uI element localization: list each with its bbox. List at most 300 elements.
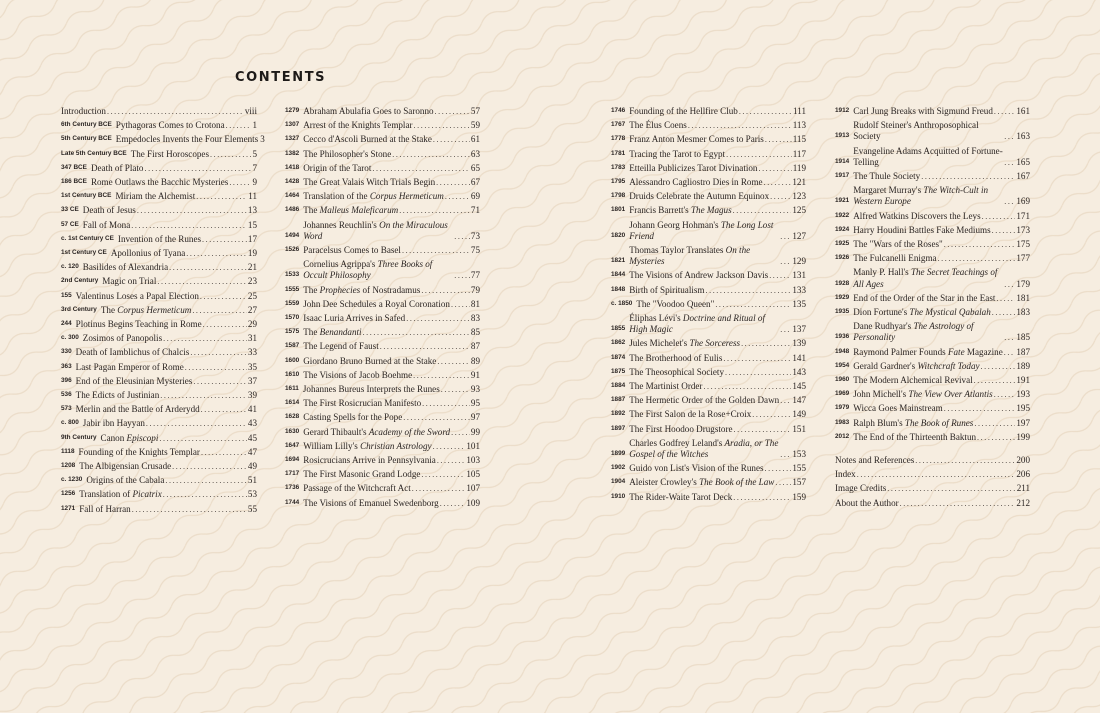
entry-page-number: 153 xyxy=(792,449,806,460)
toc-entry[interactable] xyxy=(285,398,480,409)
entry-title: Miriam the Alchemist xyxy=(115,191,196,202)
toc-entry[interactable] xyxy=(61,362,257,373)
entry-title: The Martinist Order xyxy=(629,381,703,392)
toc-entry[interactable] xyxy=(285,220,480,242)
entry-page-number: 27 xyxy=(247,304,257,315)
entry-date: 1948 xyxy=(835,347,850,355)
toc-entry[interactable] xyxy=(611,191,806,202)
entry-date: 1494 xyxy=(285,231,300,239)
dot-leader xyxy=(203,319,247,330)
entry-title: Origins of the Cabala xyxy=(86,475,165,486)
toc-entry[interactable] xyxy=(835,375,1030,386)
toc-entry[interactable] xyxy=(835,267,1030,289)
toc-entry[interactable] xyxy=(285,469,480,480)
toc-entry[interactable] xyxy=(611,338,806,349)
toc-entry[interactable] xyxy=(285,455,480,466)
toc-entry[interactable] xyxy=(835,361,1030,372)
entry-page-number: 49 xyxy=(247,461,257,472)
entry-page-number: 39 xyxy=(247,390,257,401)
dot-leader xyxy=(780,231,791,242)
dot-leader xyxy=(144,163,251,174)
entry-page-number: 109 xyxy=(466,497,480,508)
toc-entry[interactable] xyxy=(835,347,1030,358)
entry-page-number: 113 xyxy=(792,120,806,131)
toc-entry[interactable] xyxy=(835,211,1030,222)
dot-leader xyxy=(857,469,1016,480)
entry-date: 1960 xyxy=(835,376,850,384)
entry-page-number: 119 xyxy=(792,162,806,173)
dot-leader xyxy=(160,390,247,401)
entry-title: Ralph Blum's The Book of Runes xyxy=(853,417,974,428)
toc-entry[interactable] xyxy=(285,313,480,324)
toc-entry[interactable] xyxy=(285,106,480,117)
toc-entry[interactable] xyxy=(611,285,806,296)
toc-entry[interactable] xyxy=(835,455,1030,466)
toc-entry[interactable] xyxy=(285,285,480,296)
toc-entry[interactable] xyxy=(611,177,806,188)
entry-page-number: 193 xyxy=(1016,389,1030,400)
entry-date: 244 xyxy=(61,320,72,328)
toc-entry[interactable] xyxy=(611,245,806,267)
entry-title: Plotinus Begins Teaching in Rome xyxy=(75,319,202,330)
toc-entry[interactable] xyxy=(285,341,480,352)
toc-entry[interactable] xyxy=(61,106,257,117)
dot-leader xyxy=(994,106,1015,117)
toc-entry[interactable] xyxy=(611,149,806,160)
entry-title: Alessandro Cagliostro Dies in Rome xyxy=(629,177,763,188)
dot-leader xyxy=(765,134,792,145)
entry-page-number: 57 xyxy=(470,106,480,116)
entry-title: John Dee Schedules a Royal Coronation xyxy=(303,298,450,309)
toc-entry[interactable] xyxy=(61,433,257,444)
entry-title: Pythagoras Comes to Crotona xyxy=(115,120,225,131)
toc-entry[interactable] xyxy=(61,276,257,287)
toc-entry[interactable] xyxy=(611,120,806,131)
entry-date: 1875 xyxy=(611,367,626,375)
entry-title: Raymond Palmer Founds Fate Magazine xyxy=(853,346,1003,357)
toc-entry[interactable] xyxy=(61,390,257,401)
entry-title: Apollonius of Tyana xyxy=(110,248,186,259)
entry-date: 1783 xyxy=(611,163,626,171)
toc-entry[interactable] xyxy=(611,492,806,503)
toc-entry[interactable] xyxy=(835,293,1030,304)
toc-entry[interactable] xyxy=(611,424,806,435)
toc-entry[interactable] xyxy=(285,259,480,281)
dot-leader xyxy=(994,389,1016,400)
entry-date: 1717 xyxy=(285,470,300,478)
toc-entry[interactable] xyxy=(611,353,806,364)
dot-leader xyxy=(765,463,792,474)
entry-title: Cecco d'Ascoli Burned at the Stake xyxy=(303,134,432,145)
toc-entry[interactable] xyxy=(611,438,806,460)
entry-page-number: 33 xyxy=(247,347,257,358)
toc-entry[interactable] xyxy=(611,381,806,392)
entry-date: 1630 xyxy=(285,427,300,435)
toc-entry[interactable] xyxy=(61,120,257,131)
entry-title: Founding of the Knights Templar xyxy=(78,446,200,457)
toc-entry[interactable] xyxy=(835,498,1030,509)
entry-title: Magic on Trial xyxy=(102,276,157,287)
toc-entry[interactable] xyxy=(835,225,1030,236)
dot-leader xyxy=(403,412,470,423)
entry-date: 1570 xyxy=(285,314,300,322)
entry-title: The Malleus Maleficarum xyxy=(303,205,399,216)
dot-leader xyxy=(163,333,247,344)
dot-leader xyxy=(887,483,1015,494)
toc-entry[interactable] xyxy=(61,404,257,415)
dot-leader xyxy=(414,120,470,131)
toc-entry[interactable] xyxy=(835,146,1030,168)
entry-page-number: 5 xyxy=(252,148,257,159)
entry-date: 1983 xyxy=(835,418,850,426)
entry-page-number: 191 xyxy=(1016,375,1030,386)
entry-date: 1921 xyxy=(835,197,850,205)
entry-title: Tracing the Tarot to Egypt xyxy=(629,148,726,159)
dot-leader xyxy=(741,338,791,349)
entry-page-number: 177 xyxy=(1016,253,1030,264)
entry-page-number: 179 xyxy=(1016,278,1030,289)
toc-entry[interactable] xyxy=(61,489,257,500)
entry-page-number: 155 xyxy=(792,463,806,474)
toc-entry[interactable] xyxy=(285,483,480,494)
entry-date: 1628 xyxy=(285,413,300,421)
entry-title: The First Horoscopes xyxy=(130,148,209,159)
toc-entry[interactable] xyxy=(61,376,257,387)
entry-date: c. 800 xyxy=(61,419,79,427)
entry-date: 1926 xyxy=(835,254,850,262)
entry-page-number: 195 xyxy=(1016,403,1030,414)
toc-entry[interactable] xyxy=(61,177,257,188)
entry-title: Paracelsus Comes to Basel xyxy=(303,245,401,256)
dot-leader xyxy=(412,483,466,494)
entry-page-number: 15 xyxy=(247,219,257,230)
toc-entry[interactable] xyxy=(61,475,257,486)
entry-date: 536 xyxy=(61,391,72,399)
toc-entry[interactable] xyxy=(611,395,806,406)
toc-entry[interactable] xyxy=(611,134,806,145)
entry-date: 1736 xyxy=(285,484,300,492)
entry-title: The Rider-Waite Tarot Deck xyxy=(629,491,733,502)
dot-leader xyxy=(445,191,470,202)
toc-entry[interactable] xyxy=(61,205,257,216)
entry-page-number: 173 xyxy=(1016,224,1030,235)
toc-entry[interactable] xyxy=(285,299,480,310)
toc-entry[interactable] xyxy=(285,191,480,202)
entry-page-number: 163 xyxy=(1016,131,1030,142)
dot-leader xyxy=(201,447,247,458)
entry-date: 1935 xyxy=(835,308,850,316)
toc-entry[interactable] xyxy=(835,483,1030,494)
toc-entry[interactable] xyxy=(611,270,806,281)
entry-date: 1279 xyxy=(285,107,300,114)
toc-entry[interactable] xyxy=(835,307,1030,318)
entry-title: The "Wars of the Roses" xyxy=(853,239,943,250)
entry-date: 1904 xyxy=(611,478,626,486)
dot-leader xyxy=(733,205,792,216)
entry-page-number: 197 xyxy=(1016,417,1030,428)
entry-page-number: 99 xyxy=(470,426,480,437)
entry-page-number: 31 xyxy=(247,333,257,344)
entry-page-number: 189 xyxy=(1016,360,1030,371)
toc-entry[interactable] xyxy=(835,253,1030,264)
entry-title: Johannes Reuchlin's On the Miraculous Word xyxy=(303,219,448,241)
entry-date: 1464 xyxy=(285,192,300,200)
toc-entry[interactable] xyxy=(61,262,257,273)
entry-date: 1862 xyxy=(611,339,626,347)
entry-title: Passage of the Witchcraft Act xyxy=(303,483,411,494)
toc-entry[interactable] xyxy=(285,120,480,131)
entry-date: 1922 xyxy=(835,211,850,219)
dot-leader xyxy=(413,370,470,381)
entry-page-number: 199 xyxy=(1016,431,1030,442)
entry-title: Translation of the Corpus Hermeticum xyxy=(303,191,444,202)
toc-entry[interactable] xyxy=(61,418,257,429)
dot-leader xyxy=(193,376,247,387)
entry-page-number: 183 xyxy=(1016,307,1030,318)
entry-page-number: 167 xyxy=(1016,171,1030,182)
entry-date: 1486 xyxy=(285,206,300,214)
toc-entry[interactable] xyxy=(61,319,257,330)
entry-page-number: 133 xyxy=(792,284,806,295)
toc-entry[interactable] xyxy=(835,239,1030,250)
toc-entry[interactable] xyxy=(61,234,257,245)
entry-page-number: 169 xyxy=(1016,196,1030,207)
dot-leader xyxy=(780,324,791,335)
entry-date: 1820 xyxy=(611,231,626,239)
toc-entry[interactable] xyxy=(285,356,480,367)
dot-leader xyxy=(977,432,1015,443)
dot-leader xyxy=(715,299,791,310)
dot-leader xyxy=(1004,131,1015,142)
entry-title: The Visions of Andrew Jackson Davis xyxy=(629,270,769,281)
toc-entry[interactable] xyxy=(61,149,257,160)
entry-title: Valentinus Loses a Papal Election xyxy=(75,290,199,301)
entry-title: Margaret Murray's The Witch-Cult in Western Europe xyxy=(853,185,989,207)
toc-entry[interactable] xyxy=(61,504,257,515)
entry-page-number: 151 xyxy=(792,423,806,434)
entry-title: Introduction xyxy=(61,106,106,116)
toc-entry[interactable] xyxy=(611,163,806,174)
entry-page-number: 125 xyxy=(792,205,806,216)
entry-page-number: 111 xyxy=(793,106,806,116)
entry-page-number: 3 xyxy=(260,134,265,145)
entry-page-number: 175 xyxy=(1016,239,1030,250)
toc-entry[interactable] xyxy=(285,327,480,338)
dot-leader xyxy=(422,398,470,409)
entry-date: 1913 xyxy=(835,132,850,140)
entry-title: The Fulcanelli Enigma xyxy=(853,253,937,264)
toc-entry[interactable] xyxy=(611,106,806,117)
entry-title: Rome Outlaws the Bacchic Mysteries xyxy=(90,177,229,188)
entry-page-number: 73 xyxy=(470,230,480,241)
toc-entry[interactable] xyxy=(285,134,480,145)
entry-title: Franz Anton Mesmer Comes to Paris xyxy=(629,134,764,145)
toc-entry[interactable] xyxy=(61,333,257,344)
toc-column-4 xyxy=(835,106,1030,509)
dot-leader xyxy=(451,427,470,438)
toc-entry[interactable] xyxy=(285,370,480,381)
toc-entry[interactable] xyxy=(285,163,480,174)
toc-entry[interactable] xyxy=(61,305,257,316)
toc-entry[interactable] xyxy=(285,427,480,438)
dot-leader xyxy=(226,120,252,131)
dot-leader xyxy=(723,353,791,364)
entry-title: The Theosophical Society xyxy=(629,366,725,377)
dot-leader xyxy=(944,239,1016,250)
toc-entry[interactable] xyxy=(835,185,1030,207)
entry-page-number: 25 xyxy=(247,290,257,301)
entry-page-number: 127 xyxy=(792,230,806,241)
toc-entry[interactable] xyxy=(835,120,1030,142)
toc-entry[interactable] xyxy=(835,106,1030,117)
entry-page-number: 1 xyxy=(252,120,257,131)
entry-title: The Visions of Jacob Boehme xyxy=(303,369,413,380)
entry-page-number: 143 xyxy=(792,366,806,377)
entry-date: 1821 xyxy=(611,257,626,265)
dot-leader xyxy=(974,375,1016,386)
dot-leader xyxy=(402,245,470,256)
dot-leader xyxy=(169,262,247,273)
entry-page-number: 117 xyxy=(792,148,806,159)
entry-page-number: 105 xyxy=(466,469,480,480)
entry-title: Founding of the Hellfire Club xyxy=(629,106,738,116)
entry-title: Alfred Watkins Discovers the Leys xyxy=(853,210,981,221)
toc-entry[interactable] xyxy=(285,245,480,256)
entry-page-number: 181 xyxy=(1016,292,1030,303)
entry-date: 1555 xyxy=(285,285,300,293)
entry-date: 2012 xyxy=(835,432,850,440)
entry-title: Canon Episcopi xyxy=(100,432,159,443)
toc-entry[interactable] xyxy=(61,447,257,458)
dot-leader xyxy=(163,489,247,500)
entry-page-number: 157 xyxy=(792,477,806,488)
dot-leader xyxy=(1004,279,1015,290)
toc-entry[interactable] xyxy=(61,347,257,358)
dot-leader xyxy=(435,106,470,117)
entry-title: The Legend of Faust xyxy=(303,341,379,352)
entry-page-number: 11 xyxy=(248,191,257,202)
entry-page-number: 45 xyxy=(247,432,257,443)
toc-entry[interactable] xyxy=(611,313,806,335)
dot-leader xyxy=(392,149,470,160)
entry-page-number: 23 xyxy=(247,276,257,287)
toc-entry[interactable] xyxy=(835,321,1030,343)
entry-date: 1874 xyxy=(611,353,626,361)
entry-date: 1208 xyxy=(61,462,76,470)
entry-date: 1899 xyxy=(611,450,626,458)
toc-entry[interactable] xyxy=(285,412,480,423)
entry-title: Etteilla Publicizes Tarot Divination xyxy=(629,162,758,173)
entry-date: 57 CE xyxy=(61,220,79,228)
toc-entry[interactable] xyxy=(611,409,806,420)
entry-title: Image Credits xyxy=(835,483,887,494)
entry-title: Carl Jung Breaks with Sigmund Freud xyxy=(853,106,993,116)
toc-entry[interactable] xyxy=(285,177,480,188)
toc-entry[interactable] xyxy=(61,220,257,231)
toc-entry[interactable] xyxy=(285,384,480,395)
dot-leader xyxy=(780,449,791,460)
entry-date: 1600 xyxy=(285,356,300,364)
dot-leader xyxy=(992,225,1016,236)
toc-entry[interactable] xyxy=(61,134,265,145)
dot-leader xyxy=(185,362,247,373)
entry-page-number: 206 xyxy=(1016,469,1030,480)
dot-leader xyxy=(992,307,1016,318)
entry-date: 1910 xyxy=(611,492,626,500)
entry-page-number: 51 xyxy=(247,475,257,486)
toc-entry[interactable] xyxy=(835,389,1030,400)
entry-date: 5th Century BCE xyxy=(61,135,112,143)
toc-entry[interactable] xyxy=(61,191,257,202)
dot-leader xyxy=(363,327,470,338)
toc-entry[interactable] xyxy=(61,163,257,174)
entry-page-number: 9 xyxy=(252,177,257,188)
entry-page-number: 145 xyxy=(792,381,806,392)
entry-title: Zosimos of Panopolis xyxy=(82,333,163,344)
entry-page-number: 35 xyxy=(247,361,257,372)
entry-date: 1256 xyxy=(61,490,76,498)
toc-entry[interactable] xyxy=(835,403,1030,414)
entry-date: 1526 xyxy=(285,246,300,254)
entry-title: Charles Godfrey Leland's Aradia, or The Gospel of the Witches xyxy=(629,437,779,460)
dot-leader xyxy=(739,106,792,117)
dot-leader xyxy=(996,293,1015,304)
entry-date: 1902 xyxy=(611,464,626,472)
dot-leader xyxy=(132,504,247,515)
entry-date: 1936 xyxy=(835,333,850,341)
toc-entry[interactable] xyxy=(61,291,257,302)
toc-entry[interactable] xyxy=(611,477,806,488)
toc-entry[interactable] xyxy=(611,220,806,242)
entry-title: The "Voodoo Queen" xyxy=(636,298,715,309)
toc-entry[interactable] xyxy=(611,205,806,216)
entry-title: The Prophecies of Nostradamus xyxy=(303,284,421,295)
toc-entry[interactable] xyxy=(835,418,1030,429)
toc-entry[interactable] xyxy=(61,461,257,472)
toc-entry[interactable] xyxy=(835,432,1030,443)
entry-date: 330 xyxy=(61,348,72,356)
toc-entry[interactable] xyxy=(611,367,806,378)
dot-leader xyxy=(938,253,1016,264)
entry-title: The Brotherhood of Eulis xyxy=(629,352,723,363)
entry-page-number: 123 xyxy=(792,191,806,202)
dot-leader xyxy=(752,409,791,420)
toc-entry[interactable] xyxy=(285,205,480,216)
toc-entry[interactable] xyxy=(835,171,1030,182)
entry-date: 1533 xyxy=(285,271,300,279)
toc-entry[interactable] xyxy=(285,498,480,509)
entry-title: End of the Eleusinian Mysteries xyxy=(75,375,193,386)
toc-entry[interactable] xyxy=(61,248,257,259)
toc-entry[interactable] xyxy=(611,463,806,474)
toc-entry[interactable] xyxy=(835,469,1030,480)
entry-date: 396 xyxy=(61,376,72,384)
entry-page-number: 129 xyxy=(792,256,806,267)
entry-date: 1307 xyxy=(285,121,300,129)
entry-date: 1614 xyxy=(285,399,300,407)
entry-page-number: 149 xyxy=(792,409,806,420)
entry-title: The Modern Alchemical Revival xyxy=(853,375,973,386)
dot-leader xyxy=(421,285,470,296)
toc-entry[interactable] xyxy=(285,149,480,160)
entry-date: 1271 xyxy=(61,504,76,512)
dot-leader xyxy=(196,191,247,202)
toc-entry[interactable] xyxy=(611,299,806,310)
dot-leader xyxy=(433,441,466,452)
toc-entry[interactable] xyxy=(285,441,480,452)
entry-title: The Albigensian Crusade xyxy=(79,461,172,472)
entry-date: 1744 xyxy=(285,498,300,506)
